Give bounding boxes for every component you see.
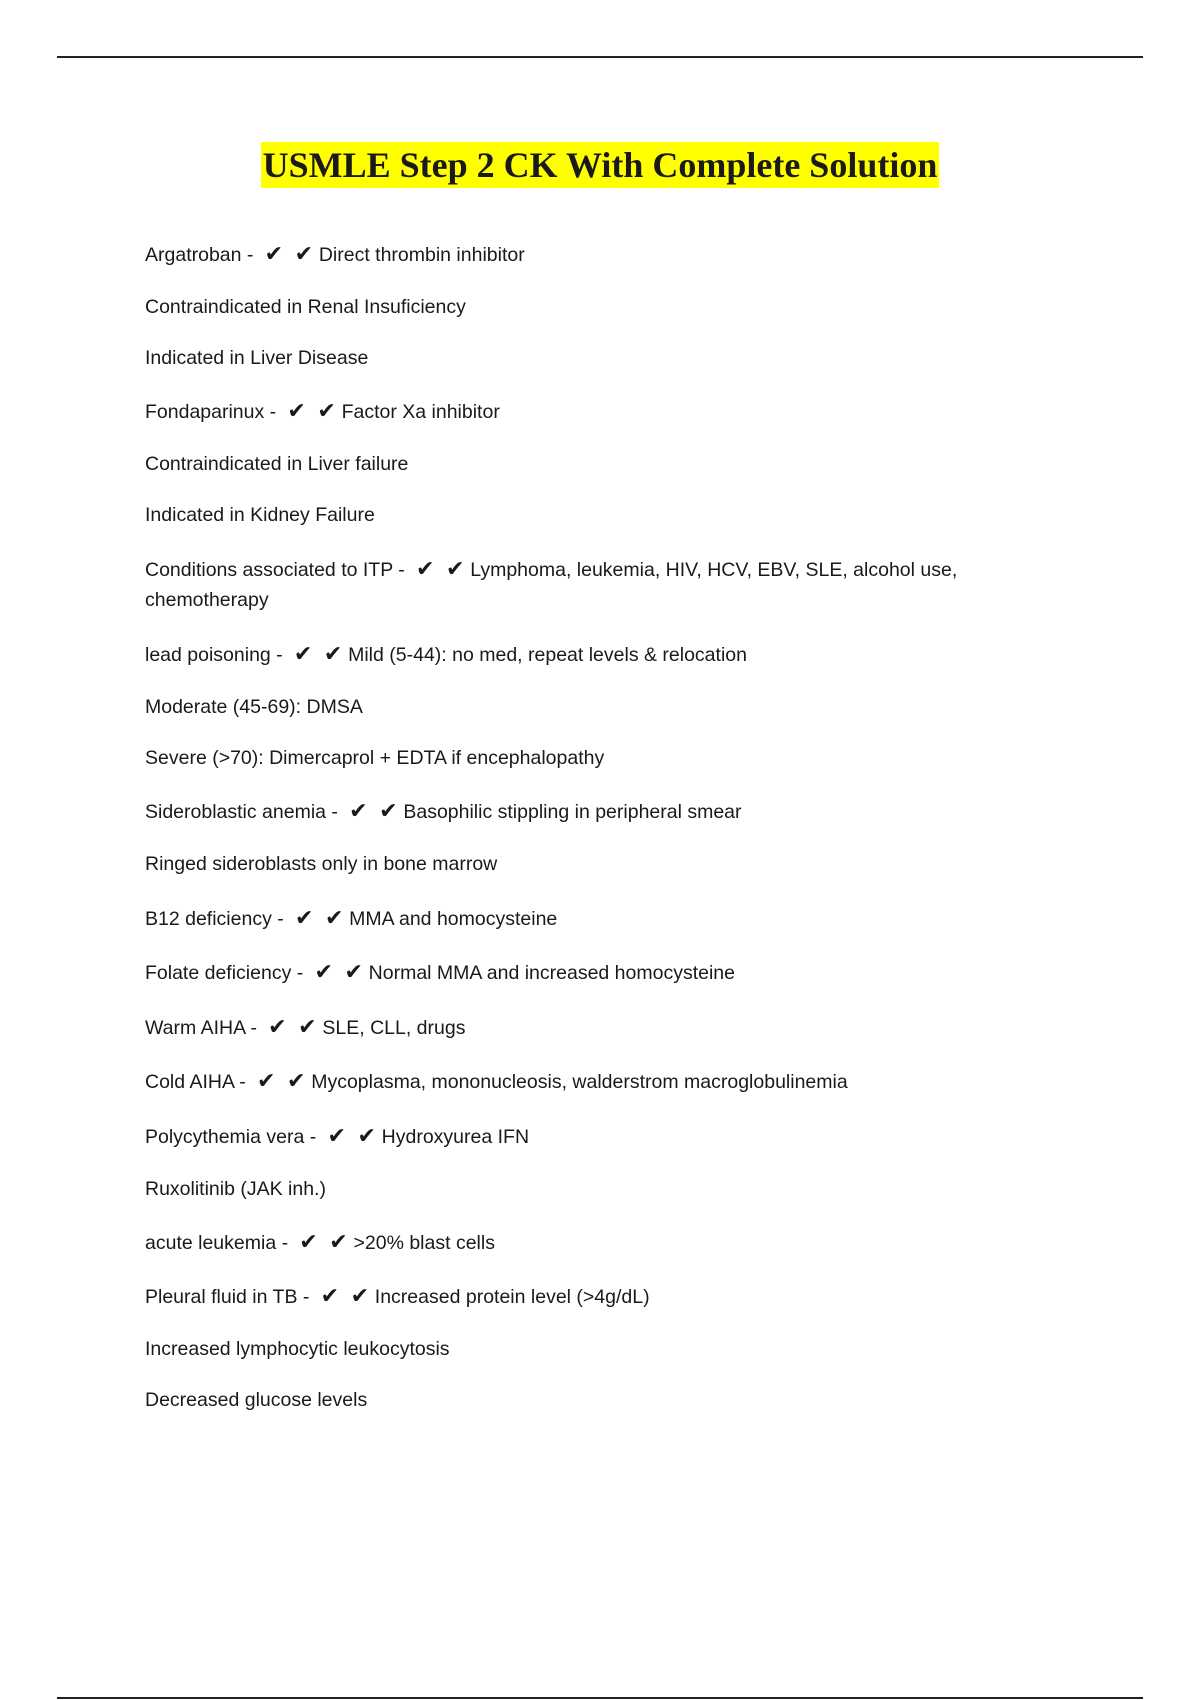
- check-icon: ✔: [287, 399, 306, 424]
- entry-answer: Basophilic stippling in peripheral smear: [403, 801, 742, 823]
- note-entry: [145, 1013, 1005, 1043]
- entry-answer: SLE, CLL, drugs: [322, 1017, 466, 1039]
- check-icon: ✔: [349, 799, 368, 824]
- entry-term: Cold AIHA -: [145, 1071, 252, 1093]
- footer-rule: [57, 1697, 1143, 1699]
- entry-answer: Increased protein level (>4g/dL): [374, 1286, 650, 1308]
- note-entry: [145, 1174, 1005, 1204]
- entry-answer: Mild (5-44): no med, repeat levels & relocation: [348, 644, 747, 666]
- entry-text: Contraindicated in Liver failure: [145, 453, 409, 475]
- check-icon: ✔: [317, 399, 336, 424]
- note-entry: [145, 1334, 1005, 1364]
- entry-term: Conditions associated to ITP -: [145, 559, 411, 581]
- check-icon: ✔: [379, 799, 398, 824]
- entry-term: Fondaparinux -: [145, 401, 282, 423]
- entry-answer: Mycoplasma, mononucleosis, walderstrom macroglobulinemia: [311, 1071, 848, 1093]
- note-entry: [145, 343, 1005, 373]
- check-icon: ✔: [264, 242, 284, 267]
- entry-term: Polycythemia vera -: [145, 1126, 322, 1148]
- check-icon: ✔: [415, 557, 435, 582]
- document-title: USMLE Step 2 CK With Complete Solution: [261, 142, 940, 188]
- entry-text: Severe (>70): Dimercaprol + EDTA if encephalopathy: [145, 747, 605, 769]
- entry-text: Decreased glucose levels: [145, 1389, 368, 1411]
- note-entry: [145, 449, 1005, 479]
- note-entry: [145, 1282, 1005, 1312]
- note-entry: [145, 397, 1005, 427]
- check-icon: ✔: [294, 906, 314, 931]
- note-entry: [145, 640, 1005, 670]
- note-entry: [145, 692, 1005, 722]
- entry-text: Moderate (45-69): DMSA: [145, 696, 363, 718]
- entry-answer: Factor Xa inhibitor: [341, 401, 500, 423]
- entry-answer: Hydroxyurea IFN: [381, 1126, 530, 1148]
- entry-term: lead poisoning -: [145, 644, 289, 666]
- entry-text: Increased lymphocytic leukocytosis: [145, 1338, 450, 1360]
- note-entry: [145, 743, 1005, 773]
- check-icon: ✔: [327, 1124, 346, 1149]
- note-entry: [145, 1228, 1005, 1258]
- entry-answer: Direct thrombin inhibitor: [318, 244, 525, 266]
- note-entry: [145, 240, 1005, 270]
- check-icon: ✔: [323, 642, 343, 667]
- note-entry: [145, 1385, 1005, 1415]
- note-entry: [145, 1067, 1005, 1097]
- entry-answer: Lymphoma, leukemia, HIV, HCV, EBV, SLE, alcohol use, chemotherapy: [145, 559, 958, 611]
- note-entry: [145, 555, 1005, 615]
- note-entry: [145, 849, 1005, 879]
- check-icon: ✔: [299, 1230, 318, 1255]
- title-container: [0, 142, 1200, 188]
- note-entry: [145, 797, 1005, 827]
- entry-term: acute leukemia -: [145, 1232, 294, 1254]
- entry-term: Pleural fluid in TB -: [145, 1286, 315, 1308]
- check-icon: ✔: [298, 1015, 317, 1040]
- check-icon: ✔: [294, 242, 314, 267]
- check-icon: ✔: [320, 1284, 340, 1309]
- check-icon: ✔: [350, 1284, 370, 1309]
- entry-text: Indicated in Kidney Failure: [145, 504, 375, 526]
- note-entry: [145, 904, 1005, 934]
- note-entry: [145, 958, 1005, 988]
- entry-text: Ringed sideroblasts only in bone marrow: [145, 853, 498, 875]
- entry-term: Sideroblastic anemia -: [145, 801, 344, 823]
- entry-answer: Normal MMA and increased homocysteine: [368, 962, 735, 984]
- check-icon: ✔: [268, 1015, 287, 1040]
- entry-term: Warm AIHA -: [145, 1017, 263, 1039]
- check-icon: ✔: [293, 642, 313, 667]
- entry-answer: MMA and homocysteine: [349, 908, 558, 930]
- entry-answer: >20% blast cells: [353, 1232, 495, 1254]
- check-icon: ✔: [357, 1124, 376, 1149]
- entry-term: B12 deficiency -: [145, 908, 290, 930]
- note-entry: [145, 1122, 1005, 1152]
- check-icon: ✔: [257, 1069, 276, 1094]
- check-icon: ✔: [329, 1230, 348, 1255]
- entry-text: Ruxolitinib (JAK inh.): [145, 1178, 326, 1200]
- check-icon: ✔: [445, 557, 465, 582]
- entry-term: Argatroban -: [145, 244, 259, 266]
- note-entry: [145, 500, 1005, 530]
- entry-term: Folate deficiency -: [145, 962, 309, 984]
- header-rule: [57, 56, 1143, 58]
- entry-text: Contraindicated in Renal Insuficiency: [145, 296, 466, 318]
- entry-text: Indicated in Liver Disease: [145, 347, 369, 369]
- check-icon: ✔: [314, 960, 333, 985]
- check-icon: ✔: [344, 960, 363, 985]
- check-icon: ✔: [287, 1069, 306, 1094]
- check-icon: ✔: [324, 906, 344, 931]
- note-entry: [145, 292, 1005, 322]
